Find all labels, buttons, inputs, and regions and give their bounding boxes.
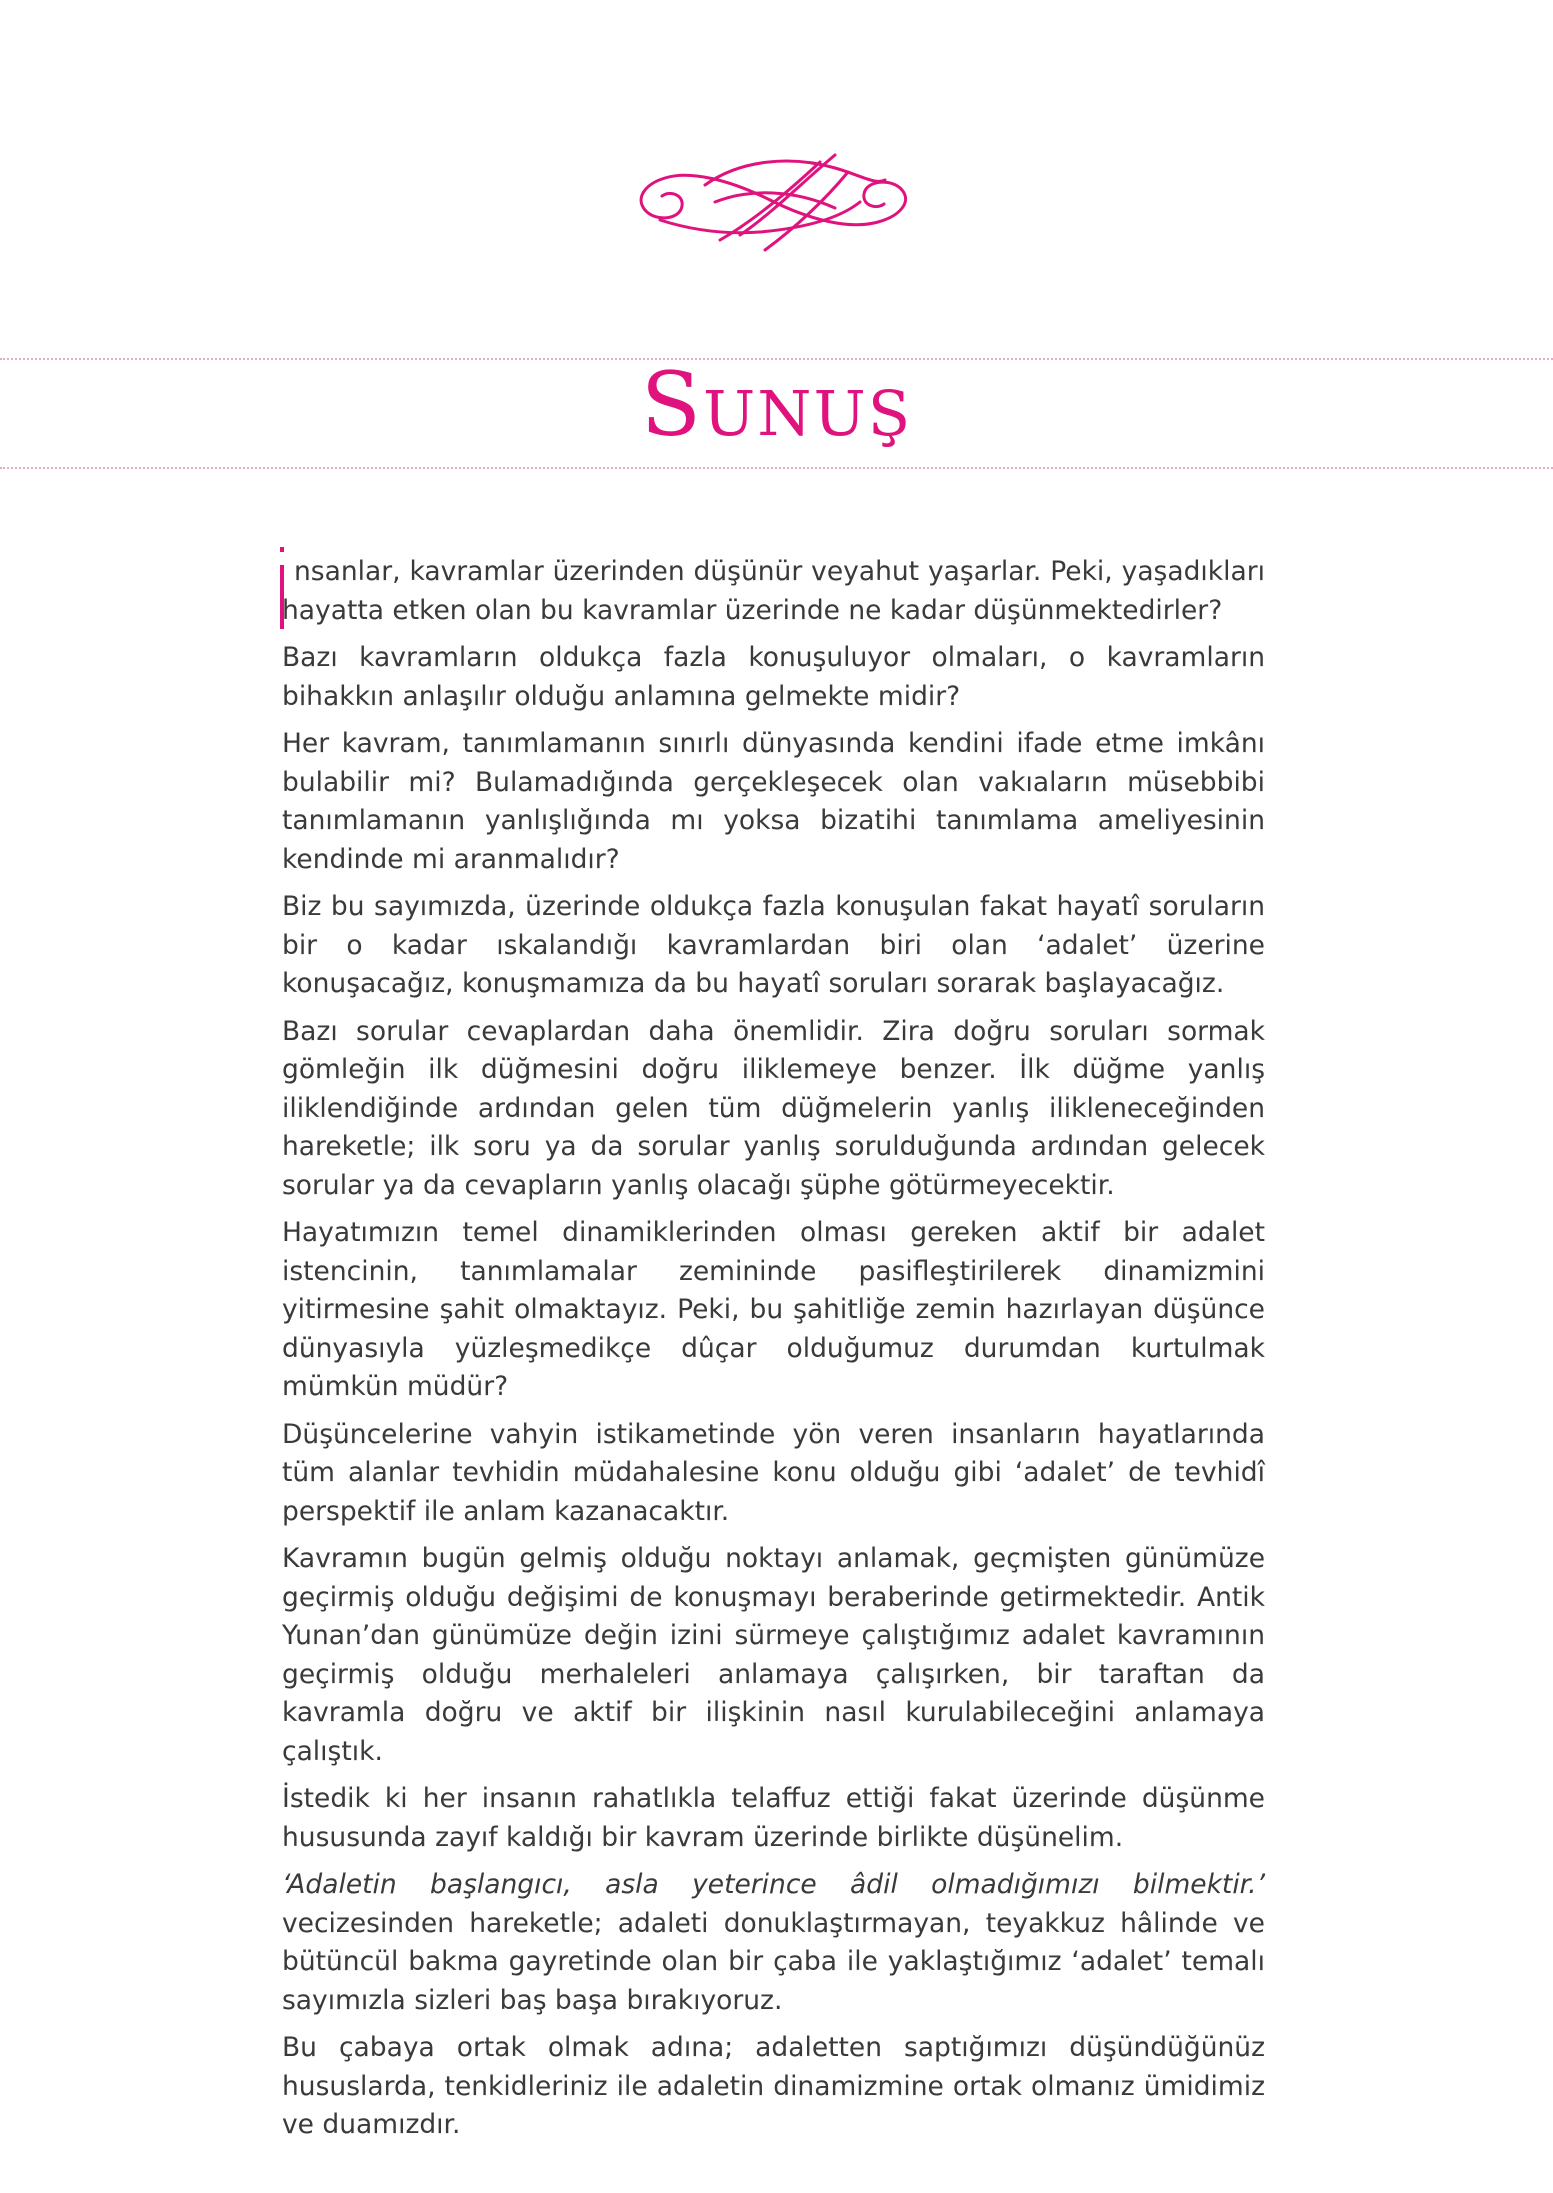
- body-text: [282, 553, 1265, 2154]
- paragraph: Biz bu sayımızda, üzerinde oldukça fazla konuşulan fakat hayatî soruların bir o kadar ıskalandığı kavramlardan biri olan ‘adalet’ üzerine konuşacağız, konuşmamıza da bu hayatî soruları sorarak başlayacağız.: [282, 891, 1265, 999]
- flourish-ornament-icon: [620, 140, 925, 260]
- bottom-dotted-rule: [0, 467, 1553, 469]
- page-title: Sunuş: [640, 353, 913, 456]
- paragraph: Hayatımızın temel dinamiklerinden olması gereken aktif bir adalet istencinin, tanımlamalar zemininde pasifleştirilerek dinamizmini yitirmesine şahit olmaktayız. Peki, bu şahitliğe zemin hazırlayan düşünce dünyasıyla yüzleşmedikçe dûçar olduğumuz durumdan kurtulmak mümkün müdür?: [282, 1217, 1265, 1402]
- paragraph: Her kavram, tanımlamanın sınırlı dünyasında kendini ifade etme imkânı bulabilir mi? Bulamadığında gerçekleşecek olan vakıaların müsebbibi tanımlamanın yanlışlığında mı yoksa bizatihi tanımlama ameliyesinin kendinde mi aranmalıdır?: [282, 728, 1265, 875]
- quote: ‘Adaletin başlangıcı, asla yeterince âdil olmadığımızı bilmektir.’: [282, 1869, 1265, 1900]
- paragraph: Bu çabaya ortak olmak adına; adaletten saptığımızı düşündüğünüz hususlarda, tenkidleriniz ile adaletin dinamizmine ortak olmanız ümidimiz ve duamızdır.: [282, 2032, 1265, 2140]
- paragraph-text: vecizesinden hareketle; adaleti donuklaştırmayan, teyakkuz hâlinde ve bütüncül bakma gayretinde olan bir çaba ile yaklaştığımız ‘adalet’ temalı sayımızla sizleri baş başa bırakıyoruz.: [282, 1907, 1265, 2016]
- drop-cap-dot: [280, 547, 284, 552]
- paragraph: Bazı kavramların oldukça fazla konuşuluyor olmaları, o kavramların bihakkın anlaşılır olduğu anlamına gelmekte midir?: [282, 642, 1265, 712]
- paragraph: Bazı sorular cevaplardan daha önemlidir. Zira doğru soruları sormak gömleğin ilk düğmesini doğru iliklemeye benzer. İlk düğme yanlış iliklendiğinde ardından gelen tüm düğmelerin yanlış ilikleneceğinden hareketle; ilk soru ya da sorular yanlış sorulduğunda ardından gelecek sorular ya da cevapların yanlış olacağı şüphe götürmeyecektir.: [282, 1015, 1265, 1201]
- paragraph: Kavramın bugün gelmiş olduğu noktayı anlamak, geçmişten günümüze geçirmiş olduğu değişimi de konuşmayı beraberinde getirmektedir. Antik Yunan’dan günümüze değin izini sürmeye çalıştığımız adalet kavramının geçirmiş olduğu merhaleleri anlamaya çalışırken, bir taraftan da kavramla doğru ve aktif bir ilişkinin nasıl kurulabileceğini anlamaya çalıştık.: [282, 1543, 1265, 1767]
- paragraph: Düşüncelerine vahyin istikametinde yön veren insanların hayatlarında tüm alanlar tevhidin müdahalesine konu olduğu gibi ‘adalet’ de tevhidî perspektif ile anlam kazanacaktır.: [282, 1418, 1265, 1527]
- paragraph: İstedik ki her insanın rahatlıkla telaffuz ettiği fakat üzerinde düşünme hususunda zayıf kaldığı bir kavram üzerinde birlikte düşünelim.: [282, 1783, 1265, 1853]
- paragraph: [282, 1866, 1265, 2020]
- paragraph: nsanlar, kavramlar üzerinden düşünür veyahut yaşarlar. Peki, yaşadıkları hayatta etken olan bu kavramlar üzerinde ne kadar düşünmektedirler?: [282, 556, 1265, 626]
